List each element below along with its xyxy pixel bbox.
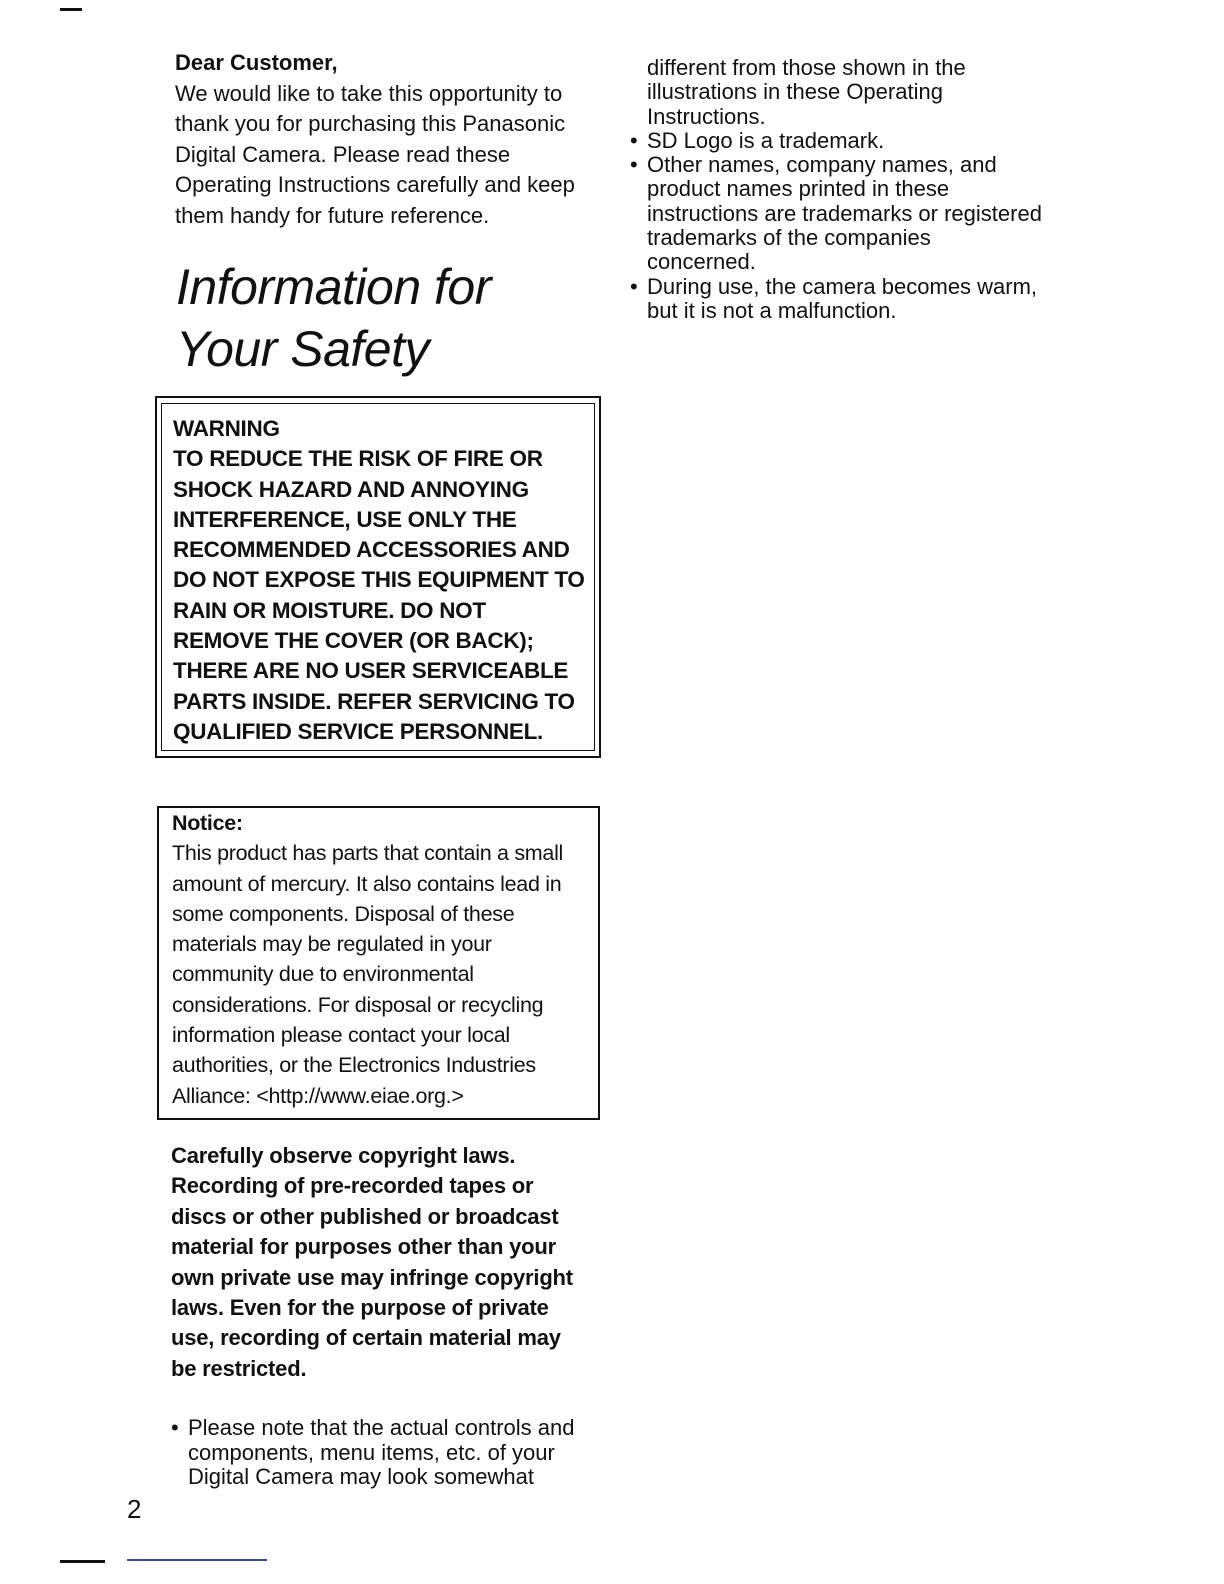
notice-line: authorities, or the Electronics Industries [172, 1053, 536, 1078]
notice-line: information please contact your local [172, 1023, 510, 1048]
warning-line: QUALIFIED SERVICE PERSONNEL. [173, 718, 543, 744]
note-line: product names printed in these [647, 176, 950, 202]
notice-line: community due to environmental [172, 962, 474, 987]
warning-line: TO REDUCE THE RISK OF FIRE OR [173, 446, 543, 472]
bullet-item-warm-camera [630, 275, 1070, 324]
copyright-line: Carefully observe copyright laws. [171, 1143, 516, 1168]
copyright-line: laws. Even for the purpose of private [171, 1295, 549, 1321]
bullet-dot: • [171, 1415, 179, 1440]
note-line: different from those shown in the [647, 55, 966, 80]
notice-text [172, 808, 597, 1111]
note-line: instructions are trademarks or registered [647, 200, 1042, 226]
bullet-item-sd-logo [630, 129, 1070, 153]
note-line: SD Logo is a trademark. [647, 127, 885, 153]
warning-line: SHOCK HAZARD AND ANNOYING [173, 476, 529, 502]
greeting-salutation: Dear Customer, [175, 50, 338, 75]
bullet-item-trademarks [630, 153, 1070, 274]
controls-note [171, 1416, 601, 1490]
bullet-item [171, 1416, 601, 1490]
section-title-line-2: Your Safety [176, 321, 429, 377]
copyright-line: Recording of pre-recorded tapes or [171, 1173, 534, 1199]
note-line: but it is not a malfunction. [647, 297, 897, 323]
warning-line: PARTS INSIDE. REFER SERVICING TO [173, 688, 575, 714]
crop-mark-bottom [60, 1560, 105, 1563]
note-line: Other names, company names, and [647, 152, 997, 178]
note-line: Instructions. [647, 103, 766, 129]
notice-line: Alliance: <http://www.eiae.org.> [172, 1083, 464, 1108]
note-line: illustrations in these Operating [647, 79, 943, 105]
notice-line: This product has parts that contain a small [172, 841, 564, 866]
copyright-line: material for purposes other than your [171, 1234, 557, 1260]
warning-line: REMOVE THE COVER (OR BACK); [173, 628, 534, 654]
notice-line: amount of mercury. It also contains lead in [172, 871, 562, 896]
copyright-line: use, recording of certain material may [171, 1325, 561, 1351]
warning-line: DO NOT EXPOSE THIS EQUIPMENT TO [173, 567, 585, 593]
notice-line: materials may be regulated in your [172, 932, 492, 957]
page-number: 2 [127, 1494, 142, 1524]
notice-line: considerations. For disposal or recycling [172, 992, 544, 1017]
note-line: Please note that the actual controls and [188, 1415, 575, 1440]
note-line: concerned. [647, 249, 756, 275]
warning-line: INTERFERENCE, USE ONLY THE [173, 506, 517, 532]
copyright-paragraph [171, 1141, 601, 1384]
copyright-line: be restricted. [171, 1355, 307, 1381]
greeting-paragraph [175, 48, 605, 231]
footer-rule [127, 1559, 267, 1561]
right-column [630, 56, 1070, 323]
bullet-dot: • [630, 152, 638, 178]
copyright-line: own private use may infringe copyright [171, 1264, 573, 1290]
warning-line: RAIN OR MOISTURE. DO NOT [173, 597, 486, 623]
note-line: During use, the camera becomes warm, [647, 273, 1038, 299]
copyright-line: discs or other published or broadcast [171, 1203, 559, 1229]
bullet-dot: • [630, 273, 638, 299]
warning-line: WARNING [173, 416, 280, 441]
note-line: trademarks of the companies [647, 225, 931, 251]
note-line: Digital Camera may look somewhat [188, 1464, 535, 1489]
notice-line: some components. Disposal of these [172, 901, 515, 926]
note-line: components, menu items, etc. of your [188, 1439, 555, 1465]
warning-text [173, 414, 603, 747]
warning-line: THERE ARE NO USER SERVICEABLE [173, 658, 569, 684]
notice-heading: Notice: [172, 811, 243, 835]
bullet-dot: • [630, 127, 638, 153]
section-title-line-1: Information for [176, 259, 491, 315]
greeting-body: We would like to take this opportunity to thank you for purchasing this Panasonic Digital Camera. Please read these Operating Instructions carefully and keep them handy for future reference. [175, 80, 575, 228]
warning-line: RECOMMENDED ACCESSORIES AND [173, 537, 570, 563]
section-title [176, 256, 606, 380]
continued-note [630, 56, 1070, 129]
crop-mark-top [60, 8, 82, 11]
